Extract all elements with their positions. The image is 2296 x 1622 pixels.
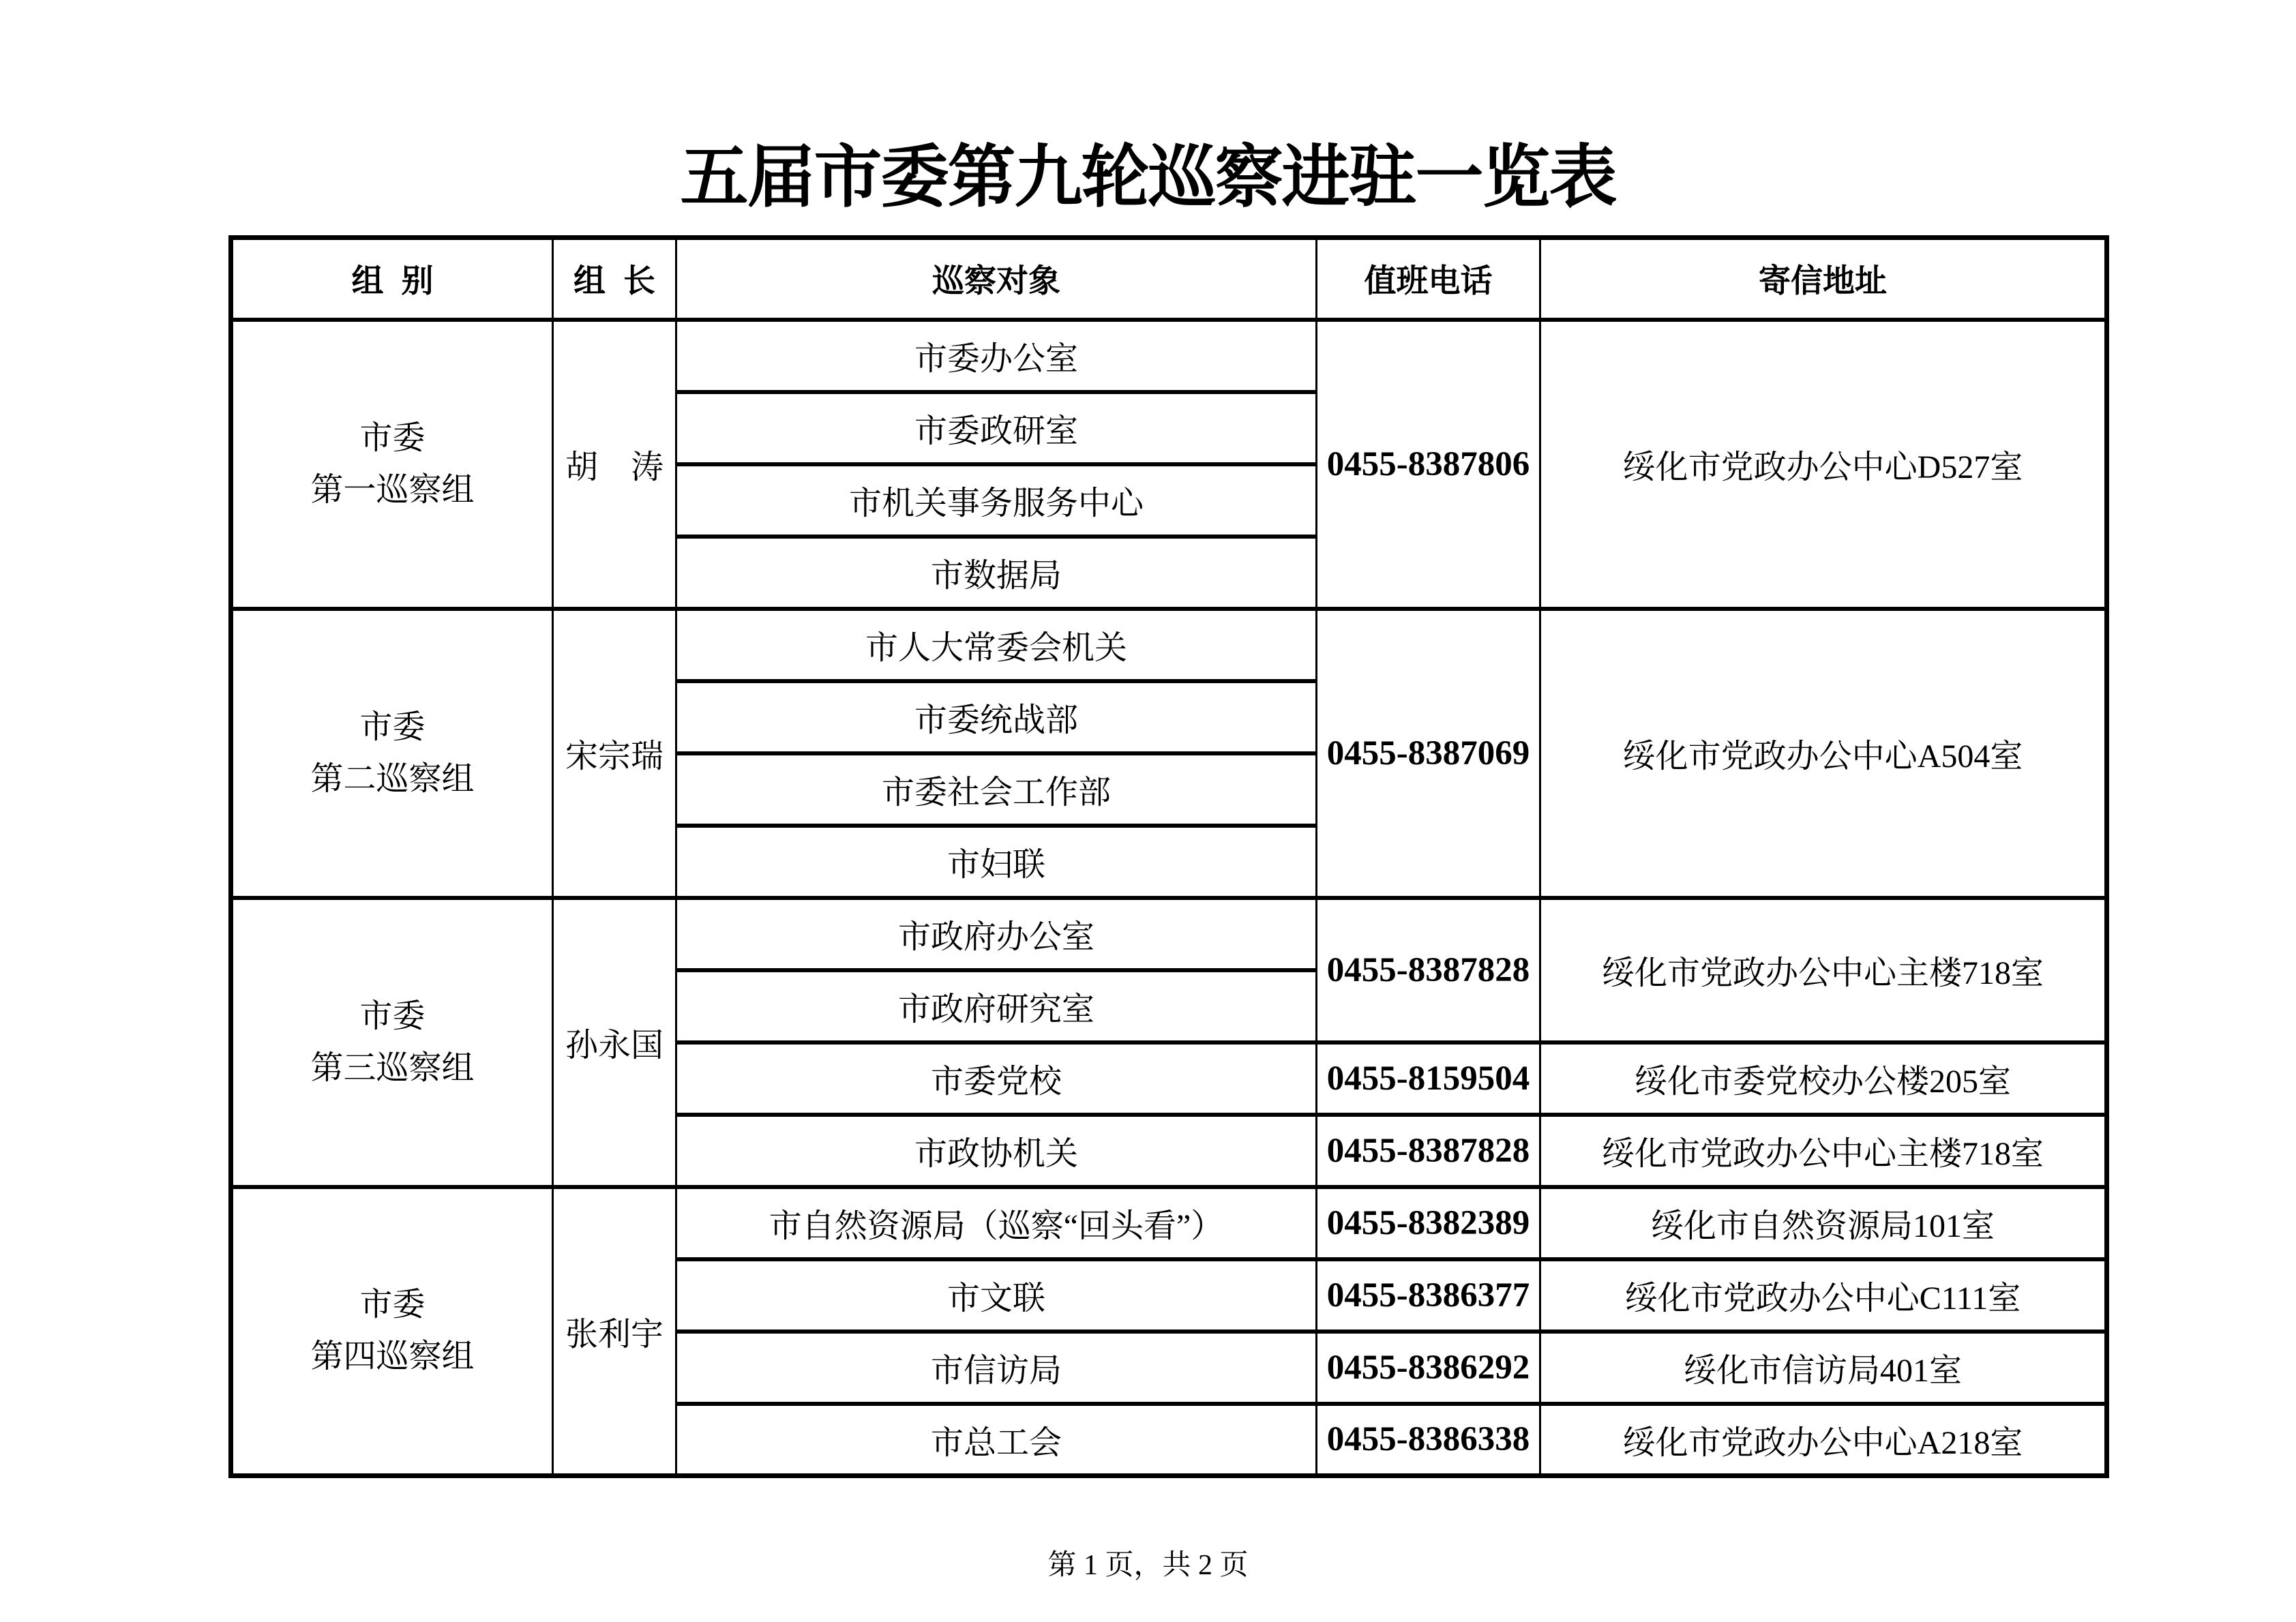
group1-name-cell: [231, 320, 553, 609]
group3-name-line2: 第三巡察组: [310, 1049, 475, 1086]
group2-leader-cell: 宋宗瑞: [553, 609, 676, 898]
group4-target-1: 市自然资源局（巡察“回头看”）: [676, 1187, 1317, 1259]
group4-target-4: 市总工会: [676, 1404, 1317, 1476]
group3-phone-cell-1: 0455-8387828: [1317, 898, 1540, 1042]
group3-target-3: 市委党校: [676, 1042, 1317, 1115]
group4-phone-cell-2: 0455-8386377: [1317, 1259, 1540, 1332]
table-row: [231, 609, 2107, 681]
group3-address-cell-1: 绥化市党政办公中心主楼718室: [1540, 898, 2107, 1042]
group1-target-3: 市机关事务服务中心: [676, 464, 1317, 537]
group4-phone-cell-3: 0455-8386292: [1317, 1332, 1540, 1404]
header-address: 寄信地址: [1540, 238, 2107, 320]
group3-leader-cell: 孙永国: [553, 898, 676, 1187]
group1-name-line1: 市委: [359, 419, 426, 456]
inspection-table: [228, 235, 2109, 1478]
group1-target-1: 市委办公室: [676, 320, 1317, 392]
group1-phone-cell: 0455-8387806: [1317, 320, 1540, 609]
header-leader: 组 长: [553, 238, 676, 320]
group3-phone-cell-3: 0455-8387828: [1317, 1115, 1540, 1187]
group4-phone-cell-4: 0455-8386338: [1317, 1404, 1540, 1476]
group2-name-line2: 第二巡察组: [310, 760, 475, 797]
group3-target-4: 市政协机关: [676, 1115, 1317, 1187]
group3-name-cell: [231, 898, 553, 1187]
header-group: 组 别: [231, 238, 553, 320]
table-row: [231, 320, 2107, 392]
group1-address-cell: 绥化市党政办公中心D527室: [1540, 320, 2107, 609]
group2-target-3: 市委社会工作部: [676, 753, 1317, 826]
group4-leader-cell: 张利宇: [553, 1187, 676, 1476]
group4-address-cell-3: 绥化市信访局401室: [1540, 1332, 2107, 1404]
header-phone: 值班电话: [1317, 238, 1540, 320]
group2-target-1: 市人大常委会机关: [676, 609, 1317, 681]
group3-target-2: 市政府研究室: [676, 970, 1317, 1042]
group3-address-cell-2: 绥化市委党校办公楼205室: [1540, 1042, 2107, 1115]
group4-address-cell-4: 绥化市党政办公中心A218室: [1540, 1404, 2107, 1476]
table-row: [231, 898, 2107, 970]
table-header-row: [231, 238, 2107, 320]
group4-phone-cell-1: 0455-8382389: [1317, 1187, 1540, 1259]
group4-target-2: 市文联: [676, 1259, 1317, 1332]
group4-address-cell-2: 绥化市党政办公中心C111室: [1540, 1259, 2107, 1332]
group4-name-cell: [231, 1187, 553, 1476]
group3-target-1: 市政府办公室: [676, 898, 1317, 970]
page-number: 第 1 页，共 2 页: [1047, 1550, 1249, 1581]
group2-target-2: 市委统战部: [676, 681, 1317, 753]
group2-address-cell: 绥化市党政办公中心A504室: [1540, 609, 2107, 898]
group4-target-3: 市信访局: [676, 1332, 1317, 1404]
group1-name-line2: 第一巡察组: [310, 471, 475, 508]
group3-name-line1: 市委: [359, 997, 426, 1034]
group1-leader-cell: 胡 涛: [553, 320, 676, 609]
header-target: 巡察对象: [676, 238, 1317, 320]
group2-phone-cell: 0455-8387069: [1317, 609, 1540, 898]
group2-target-4: 市妇联: [676, 826, 1317, 898]
group1-target-2: 市委政研室: [676, 392, 1317, 464]
group2-name-cell: [231, 609, 553, 898]
group3-phone-cell-2: 0455-8159504: [1317, 1042, 1540, 1115]
group4-name-line1: 市委: [359, 1287, 426, 1323]
group2-name-line1: 市委: [359, 708, 426, 745]
group1-target-4: 市数据局: [676, 537, 1317, 609]
group4-name-line2: 第四巡察组: [310, 1338, 475, 1375]
group3-address-cell-3: 绥化市党政办公中心主楼718室: [1540, 1115, 2107, 1187]
table-row: [231, 1187, 2107, 1259]
group4-address-cell-1: 绥化市自然资源局101室: [1540, 1187, 2107, 1259]
document-title: 五届市委第九轮巡察进驻一览表: [680, 140, 1616, 215]
